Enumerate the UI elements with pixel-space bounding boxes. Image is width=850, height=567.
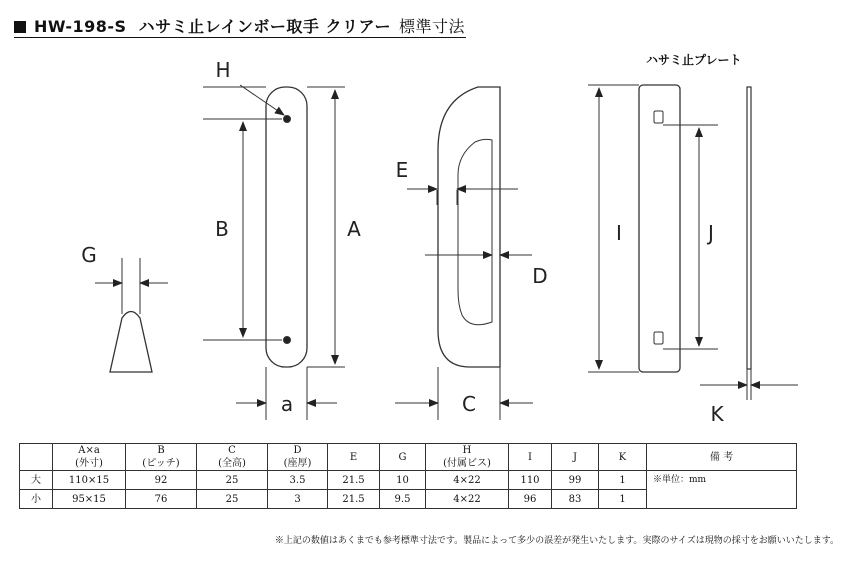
cell: 99	[552, 471, 599, 490]
label-b: B	[215, 217, 229, 241]
screw-hole-bottom	[284, 337, 291, 344]
header-cell: H (付属ビス)	[426, 444, 509, 471]
cell: 110×15	[53, 471, 126, 490]
cell: 10	[380, 471, 426, 490]
footnote: ※上記の数値はあくまでも参考標準寸法です。製品によって多少の誤差が発生いたします。実際のサイズは現物の採寸をお願いいたします。	[274, 536, 839, 546]
spec-table	[19, 443, 797, 509]
cell: 4×22	[426, 471, 509, 490]
cell: 9.5	[380, 490, 426, 509]
label-c: C	[462, 392, 476, 416]
header-notes: 備 考	[647, 444, 797, 471]
cell: 21.5	[328, 490, 380, 509]
header-cell: I	[509, 444, 552, 471]
label-e: E	[395, 158, 409, 182]
handle-front-view	[203, 85, 345, 420]
screw-hole-top	[284, 116, 291, 123]
row-size-label: 大	[20, 471, 53, 490]
cell: 3.5	[268, 471, 328, 490]
handle-side-view	[395, 87, 533, 420]
header-cell: D (座厚)	[268, 444, 328, 471]
cell: 1	[599, 490, 647, 509]
cell: 92	[126, 471, 197, 490]
table-row	[20, 471, 797, 490]
header-cell: A×a (外寸)	[53, 444, 126, 471]
cell: 3	[268, 490, 328, 509]
cell: 96	[509, 490, 552, 509]
header-cell: G	[380, 444, 426, 471]
header-cell: B (ピッチ)	[126, 444, 197, 471]
cell: 21.5	[328, 471, 380, 490]
label-d: D	[532, 264, 548, 288]
header-cell: C (全高)	[197, 444, 268, 471]
header-cell: K	[599, 444, 647, 471]
cell: 4×22	[426, 490, 509, 509]
g-section-view	[95, 258, 168, 372]
cell: 25	[197, 471, 268, 490]
label-k: K	[710, 402, 724, 426]
row-size-label: 小	[20, 490, 53, 509]
header-cell: E	[328, 444, 380, 471]
plate-front-view	[588, 85, 718, 372]
plate-label: ハサミ止プレート	[646, 53, 742, 67]
cell: 83	[552, 490, 599, 509]
label-a-upper: A	[347, 217, 361, 241]
plate-side-view	[700, 87, 798, 400]
label-j: J	[708, 221, 714, 245]
label-h: H	[215, 58, 231, 82]
cell: 95×15	[53, 490, 126, 509]
label-g: G	[81, 243, 97, 267]
cell: 76	[126, 490, 197, 509]
cell: 1	[599, 471, 647, 490]
title-model: HW-198-S	[34, 17, 127, 36]
title-standard: 標準寸法	[398, 17, 465, 36]
cell: 110	[509, 471, 552, 490]
title-product: ハサミ止レインボー取手 クリアー	[138, 17, 391, 36]
label-a-lower: a	[280, 392, 294, 416]
label-i: I	[616, 221, 622, 245]
cell: 25	[197, 490, 268, 509]
header-cell: J	[552, 444, 599, 471]
notes-cell: ※単位：mm	[647, 471, 797, 509]
header-blank	[20, 444, 53, 471]
